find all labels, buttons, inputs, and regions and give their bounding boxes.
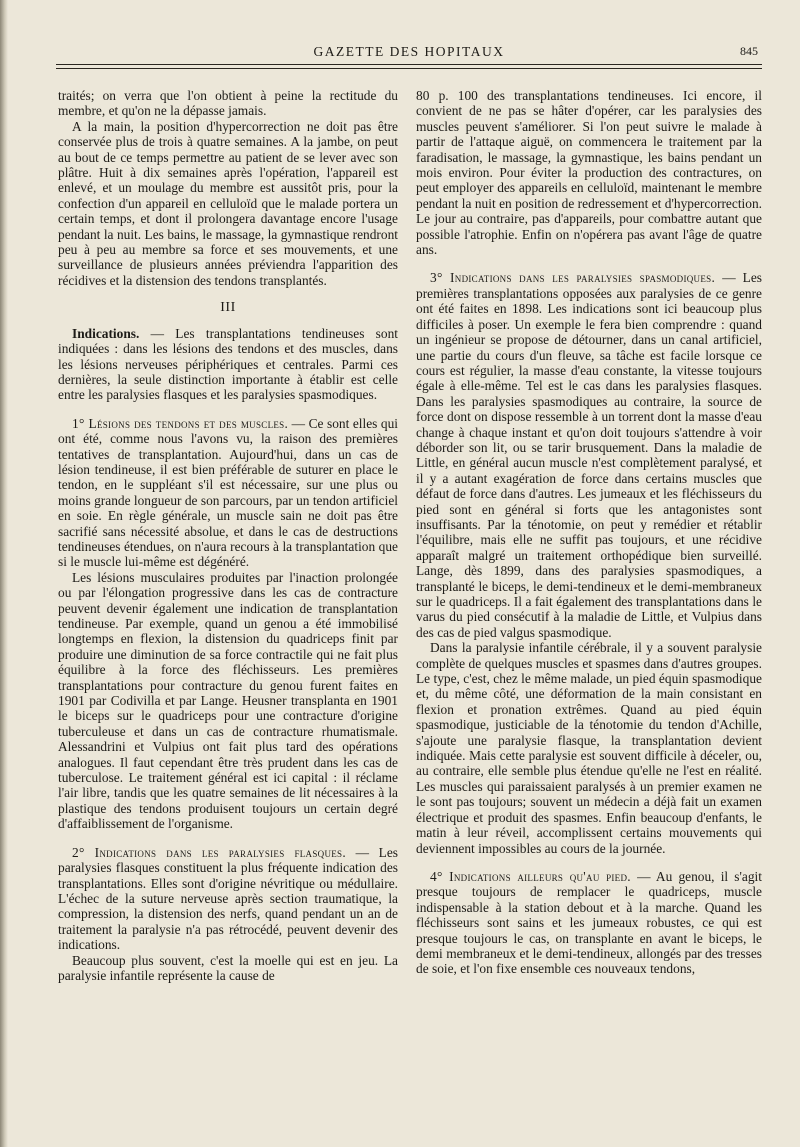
paragraph-text: — Les transplantations tendineuses sont indiquées : dans les lésions des tendons et des muscles, dans les lésions nerveuses périphériques et centrales. Parmi ces dernières, la seule distinction importante à établir est celle entre les paralysies flasques et les paralysies spasmodiques.	[58, 325, 398, 403]
paragraph: Dans la paralysie infantile cérébrale, il y a souvent paralysie complète de quelques muscles et spasmes dans d'autres groupes. Le type, c'est, chez le même malade, un pied équin spasmodique et, du même côté, une déformation de la main consistant en flexion et pronation extrêmes. Quand au pied équin spasmodique, justiciable de la ténotomie du tendon d'Achille, s'ajoute une paralysie flasque, la transplantation devient indiquée. Mais cette paralysie est souvent difficile à déceler, ou, au contraire, elle semble plus étendue qu'elle ne l'est en réalité. Les muscles qui paraissaient paralysés à un premier examen ne le sont pas toujours; souvent un médecin a déjà fait un examen électrique et produit des spasmes. Enfin beaucoup d'enfants, le matin à leur réveil, accomplissent certains mouvements qui deviennent impossibles au cours de la journée.	[416, 640, 762, 856]
paragraph-lead: 2° Indications dans les paralysies flasques.	[72, 844, 347, 860]
paragraph: A la main, la position d'hypercorrection ne doit pas être conservée plus de trois à quatre semaines. A la jambe, on peut au bout de ce temps permettre au patient de se lever avec son plâtre. Huit à dix semaines après l'opération, l'appareil est enlevé, et un moulage du membre est aussitôt pris, pour la confection d'un appareil en celluloïd que le malade portera un certain temps, et dont il prolongera davantage encore l'usage pendant la nuit. Les bains, le massage, la gymnastique rendront peu à peu au membre sa force et ses mouvements, et une surveillance de plusieurs années préviendra l'apparition des récidives et la distension des tendons transplantés.	[58, 118, 398, 288]
paragraph	[58, 845, 398, 953]
left-column	[58, 88, 398, 983]
running-title: GAZETTE DES HOPITAUX	[313, 44, 505, 59]
right-column	[416, 88, 762, 977]
paragraph	[58, 326, 398, 403]
page-header	[56, 44, 762, 70]
paragraph	[416, 869, 762, 977]
paragraph-text: — Ce sont elles qui ont été, comme nous l'avons vu, la raison des premières tentatives de transplantation. Aujourd'hui, dans un cas de lésion tendineuse, il est bien préférable de suturer en place le tendon, en le suppléant s'il est nécessaire, sur une plus ou moins grande longueur de son parcours, par un tendon artificiel en soie. En règle générale, un muscle sain ne doit pas être sacrifié sans nécessité absolue, et dans le cas de destructions tendineuses étendues, on n'aura recours à la transplantation que si le muscle lui-même est dégénéré.	[58, 415, 398, 570]
paragraph: traités; on verra que l'on obtient à peine la rectitude du membre, et qu'on ne la dépasse jamais.	[58, 88, 398, 119]
spacer	[416, 856, 762, 869]
paragraph-lead: Indications.	[72, 325, 140, 341]
paragraph-text: — Les paralysies flasques constituent la plus fréquente indication des transplantations. Elles sont d'origine névritique ou médullaire. L'échec de la suture nerveuse après section traumatique, la compression, la distension des nerfs, quand pendant un an de traitement la paralysie n'a pas rétrocédé, peuvent devenir des indications.	[58, 844, 399, 953]
spacer	[58, 403, 398, 416]
header-rule-thick	[56, 64, 762, 65]
paragraph	[416, 270, 762, 640]
paragraph: 80 p. 100 des transplantations tendineuses. Ici encore, il convient de ne pas se hâter d'opérer, car les paralysies des muscles peuvent s'améliorer. Si l'on peut suivre le malade à partir de l'attaque aiguë, on commencera le traitement par la faradisation, le massage, la gymnastique, les bains pendant un mois environ. Pour éviter la production des contractures, on peut employer des appareils en celluloïd, maintenant le membre pendant la nuit en position de redressement et d'hypercorrection. Le jour au contraire, pas d'appareils, pour combattre autant que possible l'atrophie. Enfin on n'opérera pas avant l'âge de quatre ans.	[416, 88, 762, 258]
page-number: 845	[740, 44, 758, 58]
paragraph: Beaucoup plus souvent, c'est la moelle qui est en jeu. La paralysie infantile représente la cause de	[58, 952, 398, 983]
paragraph-text: — Les premières transplantations opposées aux paralysies de ce genre ont été faites en 1898. Les indications sont ici beaucoup plus difficiles à poser. Un exemple le fera bien comprendre : quand un ingénieur se propose de détourner, dans un canal artificiel, une partie du cours d'un fleuve, sa tâche est facile lorsque ce cours est régulier, la masse d'eau constante, la vitesse toujours égale à elle-même. Tel est le cas dans les paralysies flasques. Dans les paralysies spasmodiques au contraire, la source de force dont on dispose ressemble à un torrent dont la masse d'eau change à chaque instant et qu'on doit toujours s'attendre à voir déborder son lit, ou se tarir brusquement. Dans la maladie de Little, en général aucun muscle n'est complètement paralysé, et il y a autant exagération de force dans certains muscles que défaut de force dans d'autres. Les jumeaux et les fléchisseurs du pied sont en général si forts que les antagonistes sont insuffisants. Par la ténotomie, on peut y remédier et rétablir l'équilibre, mais elle ne suffit pas toujours, et une récidive apparaît malgré un traitement orthopédique bien surveillé. Lange, dès 1899, dans des paralysies spasmodiques, a transplanté le biceps, le demi-tendineux et le demi-membraneux sur le quadriceps. Il a fait également des transplantations dans le varus du pied consécutif à la maladie de Little, et Vulpius dans des cas de pied valgus spasmodique.	[416, 270, 763, 640]
paragraph-lead: 3° Indications dans les paralysies spasmodiques.	[430, 270, 716, 286]
paragraph: Les lésions musculaires produites par l'inaction prolongée ou par l'élongation progressive dans les cas de contracture peuvent devenir également une indication de transplantation tendineuse. Par exemple, quand un genou a été immobilisé longtemps en flexion, la distension du quadriceps finit par produire une diminution de sa force contractile qui ne fait plus équilibre à la force des fléchisseurs. Les premières transplantations pour contracture du genou furent faites en 1901 par Codivilla et par Lange. Heusner transplanta en 1901 le biceps sur le quadriceps pour une contracture d'origine tuberculeuse et dans un cas de contracture rhumatismale. Alessandrini et Vulpius ont fait plus tard des opérations analogues. Il faut cependant être très prudent dans les cas de tuberculose. Le traitement général est ici capital : il réclame l'air libre, tandis que les quatre semaines de lit nécessaires à la plastique des tendons produisent toujours un certain degré d'affaiblissement de l'organisme.	[58, 569, 398, 832]
binding-edge	[0, 0, 8, 1147]
header-rule-thin	[56, 68, 762, 69]
paragraph	[58, 416, 398, 570]
section-heading: III	[220, 300, 236, 316]
paragraph-lead: 4° Indications ailleurs qu'au pied.	[430, 868, 631, 884]
spacer	[416, 257, 762, 270]
spacer	[58, 832, 398, 845]
paragraph-text: — Au genou, il s'agit presque toujours de remplacer le quadriceps, muscle indispensable à la station debout et à la marche. Quand les fléchisseurs sont sains et les jumeaux robustes, ce qui est presque toujours le cas, on transplante en avant le biceps, le demi membraneux et le demi-tendineux, allongés par des tresses de soie, et l'on fixe ensemble ces nouveaux tendons,	[416, 868, 762, 977]
paragraph-lead: 1° Lésions des tendons et des muscles.	[72, 415, 289, 431]
